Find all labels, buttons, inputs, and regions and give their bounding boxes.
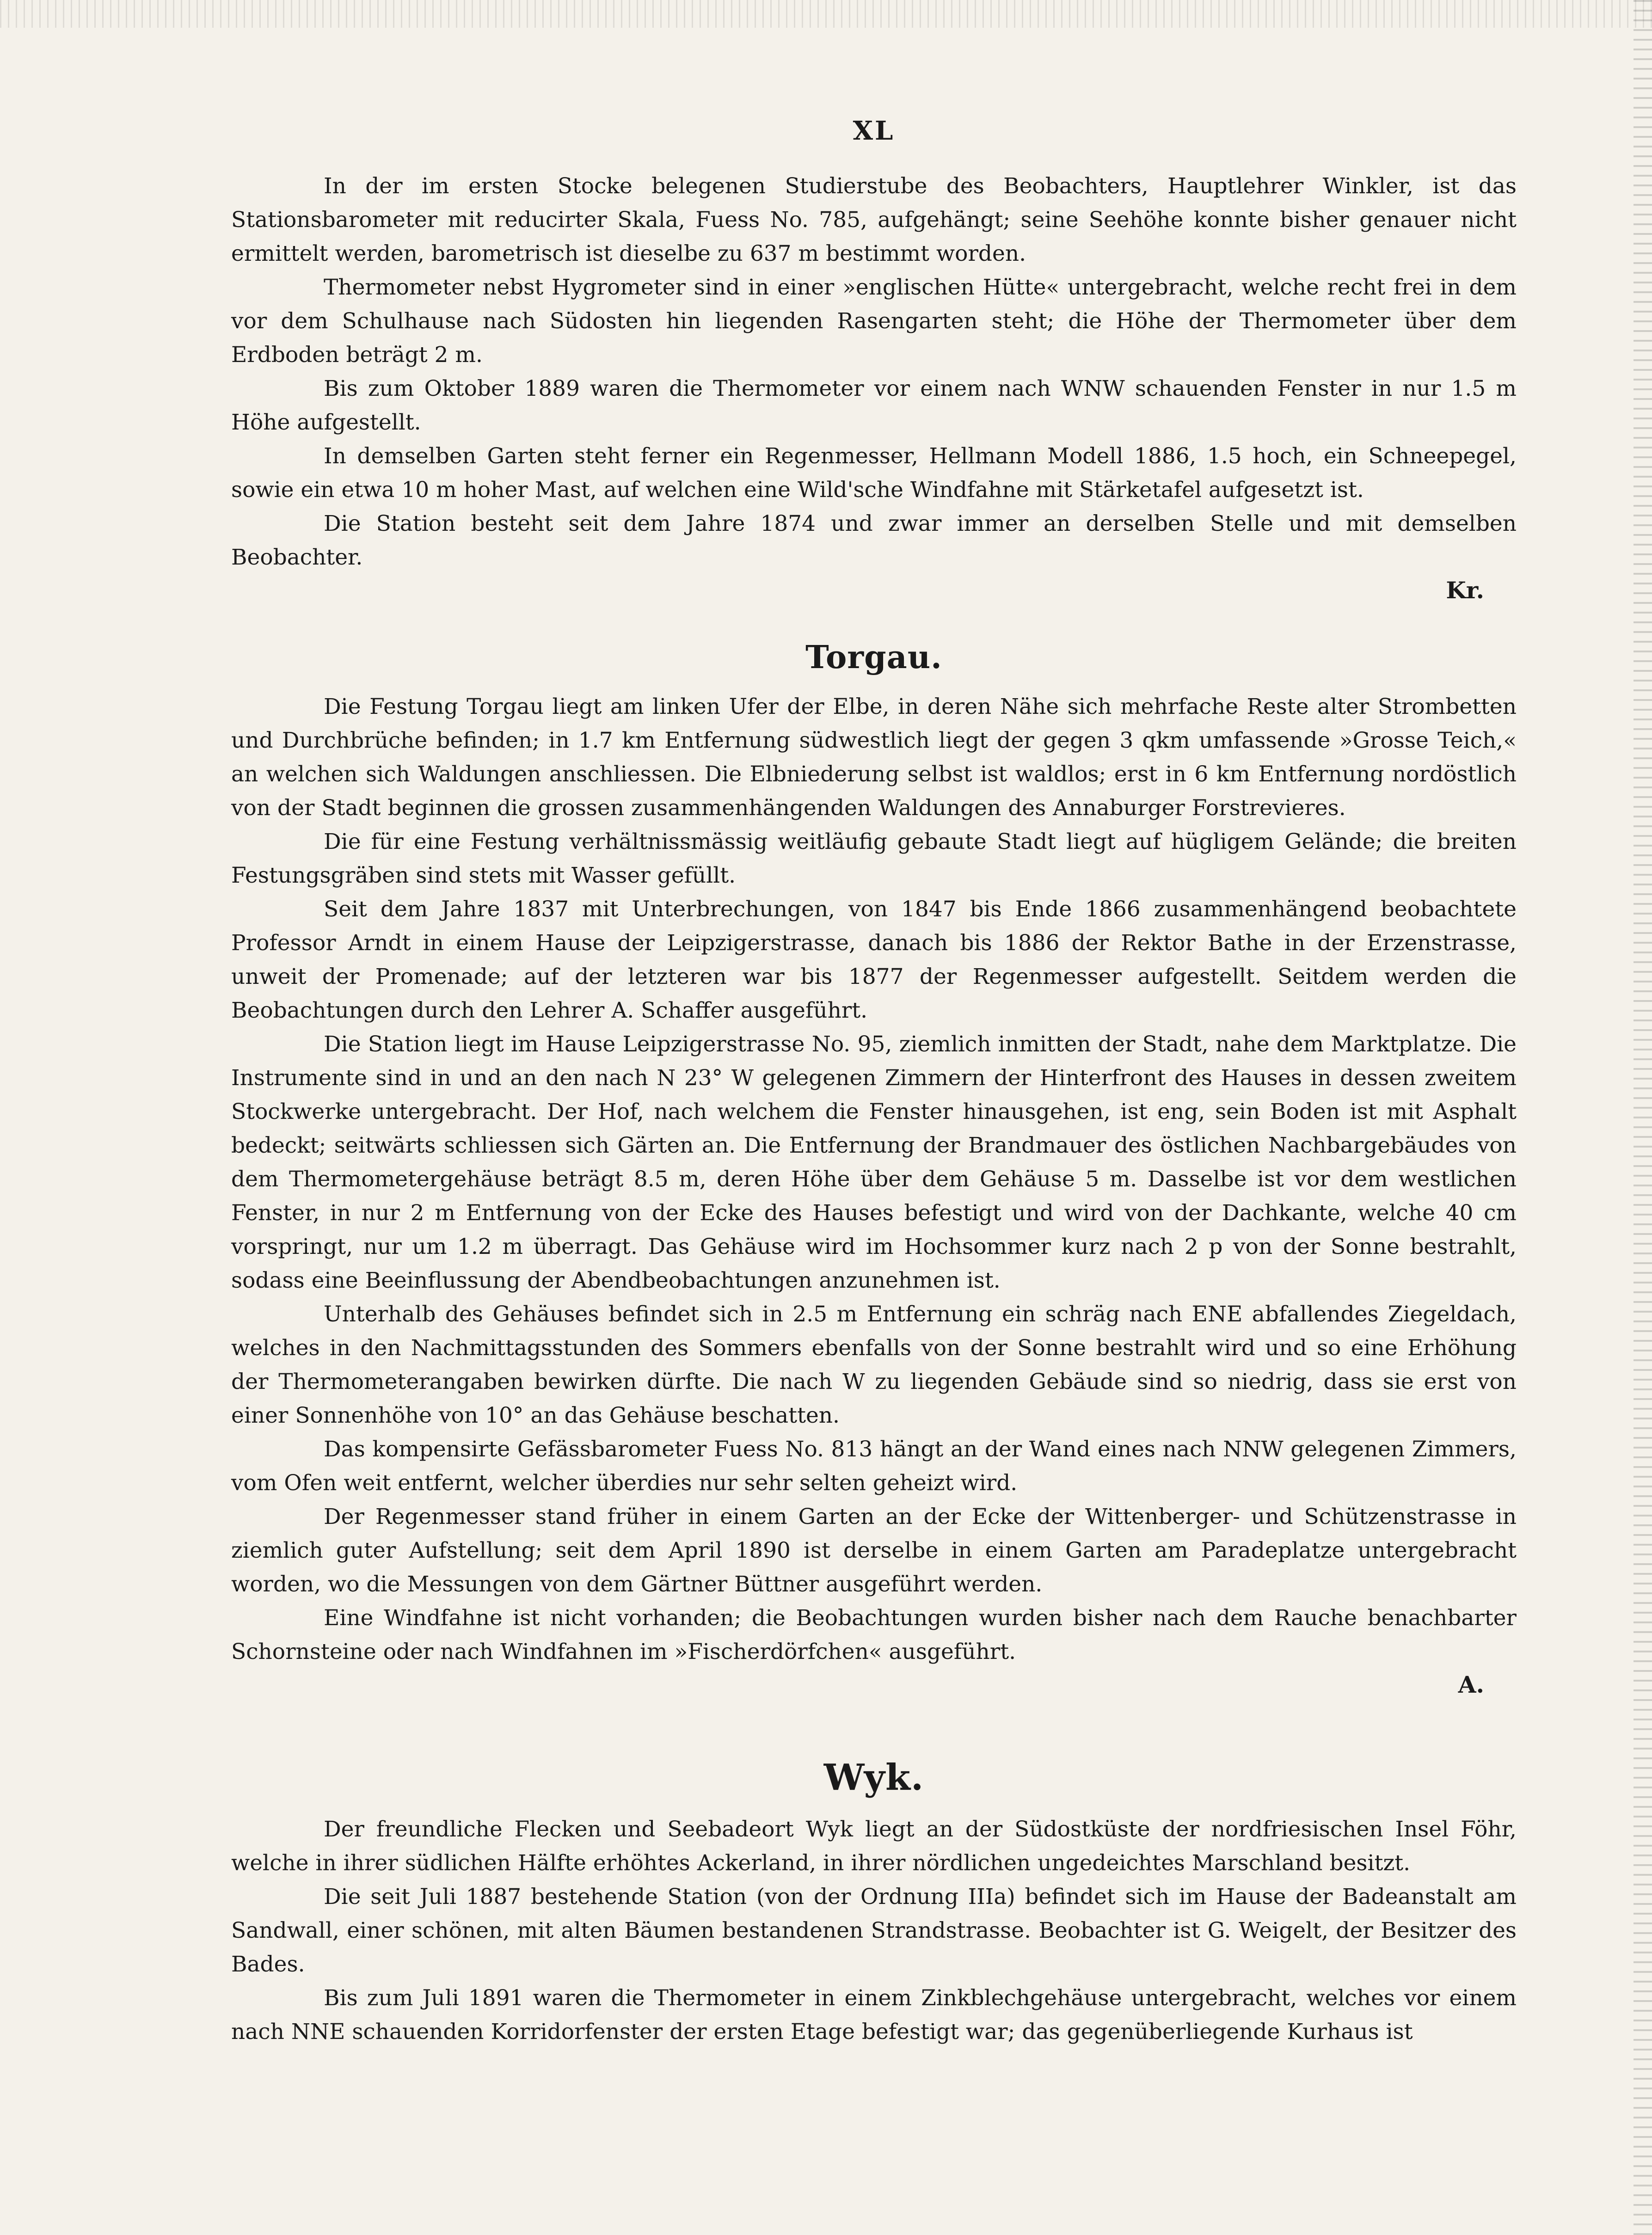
paragraph: Unterhalb des Gehäuses befindet sich in 2.5 m Entfernung ein schräg nach ENE abfallendes Ziegeldach, welches in den Nachmittagsstunden des Sommers ebenfalls von der Sonne bestrahlt wird und so eine Erhöhung der Thermometerangaben bewirken dürfte. Die nach W zu liegenden Gebäude sind so niedrig, dass sie erst von einer Sonnenhöhe von 10° an das Gehäuse beschatten. (231, 1302, 1517, 1428)
paragraph: Thermometer nebst Hygrometer sind in einer »englischen Hütte« untergebracht, welche recht frei in dem vor dem Schulhause nach Südosten hin liegenden Rasengarten steht; die Höhe der Thermometer über dem Erdboden beträgt 2 m. (231, 275, 1517, 368)
page-number: XL (853, 116, 895, 146)
section-intro (231, 169, 1517, 607)
paragraph: In demselben Garten steht ferner ein Regenmesser, Hellmann Modell 1886, 1.5 hoch, ein Schneepegel, sowie ein etwa 10 m hoher Mast, auf welchen eine Wild'sche Windfahne mit Stärketafel aufgesetzt ist. (231, 443, 1517, 503)
section-title: Torgau. (805, 639, 942, 676)
paragraph: Die seit Juli 1887 bestehende Station (von der Ordnung IIIa) befindet sich im Hause der Badeanstalt am Sandwall, einer schönen, mit alten Bäumen bestandenen Strandstrasse. Beobachter ist G. Weigelt, der Besitzer des Bades. (231, 1884, 1517, 1977)
paragraph: Das kompensirte Gefässbarometer Fuess No. 813 hängt an der Wand eines nach NNW gelegenen Zimmers, vom Ofen weit entfernt, welcher überdies nur sehr selten geheizt wird. (231, 1437, 1517, 1496)
paragraph: Seit dem Jahre 1837 mit Unterbrechungen, von 1847 bis Ende 1866 zusammenhängend beobachtete Professor Arndt in einem Hause der Leipzigerstrasse, danach bis 1886 der Rektor Bathe in der Erzenstrasse, unweit der Promenade; auf der letzteren war bis 1877 der Regenmesser aufgestellt. Seitdem werden die Beobachtungen durch den Lehrer A. Schaffer ausgeführt. (231, 896, 1517, 1023)
section-torgau (231, 639, 1517, 1701)
paragraph: Die für eine Festung verhältnissmässig weitläufig gebaute Stadt liegt auf hügligem Gelände; die breiten Festungsgräben sind stets mit Wasser gefüllt. (231, 829, 1517, 888)
scan-edge-right (1634, 0, 1652, 2235)
paragraph: Der Regenmesser stand früher in einem Garten an der Ecke der Wittenberger- und Schützenstrasse in ziemlich guter Aufstellung; seit dem April 1890 ist derselbe in einem Garten am Paradeplatze untergebracht worden, wo die Messungen von dem Gärtner Büttner ausgeführt werden. (231, 1504, 1517, 1597)
paragraph: Die Station liegt im Hause Leipzigerstrasse No. 95, ziemlich inmitten der Stadt, nahe dem Marktplatze. Die Instrumente sind in und an den nach N 23° W gelegenen Zimmern der Hinterfront des Hauses in dessen zweitem Stockwerke untergebracht. Der Hof, nach welchem die Fenster hinausgehen, ist eng, sein Boden ist mit Asphalt bedeckt; seitwärts schliessen sich Gärten an. Die Entfernung der Brandmauer des östlichen Nachbargebäudes von dem Thermometergehäuse beträgt 8.5 m, deren Höhe über dem Gehäuse 5 m. Dasselbe ist vor dem westlichen Fenster, in nur 2 m Entfernung von der Ecke des Hauses befestigt und wird von der Dachkante, welche 40 cm vorspringt, nur um 1.2 m überragt. Das Gehäuse wird im Hochsommer kurz nach 2 p von der Sonne bestrahlt, sodass eine Beeinflussung der Abendbeobachtungen anzunehmen ist. (231, 1032, 1517, 1293)
section-title: Wyk. (823, 1756, 924, 1799)
paragraph: Bis zum Oktober 1889 waren die Thermometer vor einem nach WNW schauenden Fenster in nur 1.5 m Höhe aufgestellt. (231, 376, 1517, 435)
paragraph: In der im ersten Stocke belegenen Studierstube des Beobachters, Hauptlehrer Winkler, ist das Stationsbarometer mit reducirter Skala, Fuess No. 785, aufgehängt; seine Seehöhe konnte bisher genauer nicht ermittelt werden, barometrisch ist dieselbe zu 637 m bestimmt worden. (231, 173, 1517, 266)
section-wyk (231, 1756, 1517, 2049)
paragraph: Bis zum Juli 1891 waren die Thermometer in einem Zinkblechgehäuse untergebracht, welches vor einem nach NNE schauenden Korridorfenster der ersten Etage befestigt war; das gegenüberliegende Kurhaus ist (231, 1985, 1517, 2045)
paragraph: Der freundliche Flecken und Seebadeort Wyk liegt an der Südostküste der nordfriesischen Insel Föhr, welche in ihrer südlichen Hälfte erhöhtes Ackerland, in ihrer nördlichen ungedeichtes Marschland besitzt. (231, 1817, 1517, 1876)
author-signature: Kr. (1446, 577, 1484, 604)
paragraph: Die Festung Torgau liegt am linken Ufer der Elbe, in deren Nähe sich mehrfache Reste alter Strombetten und Durchbrüche befinden; in 1.7 km Entfernung südwestlich liegt der gegen 3 qkm umfassende »Grosse Teich,« an welchen sich Waldungen anschliessen. Die Elbniederung selbst ist waldlos; erst in 6 km Entfernung nordöstlich von der Stadt beginnen die grossen zusammenhängenden Waldungen des Annaburger Forstrevieres. (231, 694, 1517, 821)
paragraph: Die Station besteht seit dem Jahre 1874 und zwar immer an derselben Stelle und mit demselben Beobachter. (231, 511, 1517, 570)
scan-edge-top (0, 0, 1652, 28)
page-content (231, 116, 1517, 2049)
paragraph: Eine Windfahne ist nicht vorhanden; die Beobachtungen wurden bisher nach dem Rauche benachbarter Schornsteine oder nach Windfahnen im »Fischerdörfchen« ausgeführt. (231, 1605, 1517, 1664)
author-signature: A. (1458, 1671, 1484, 1698)
